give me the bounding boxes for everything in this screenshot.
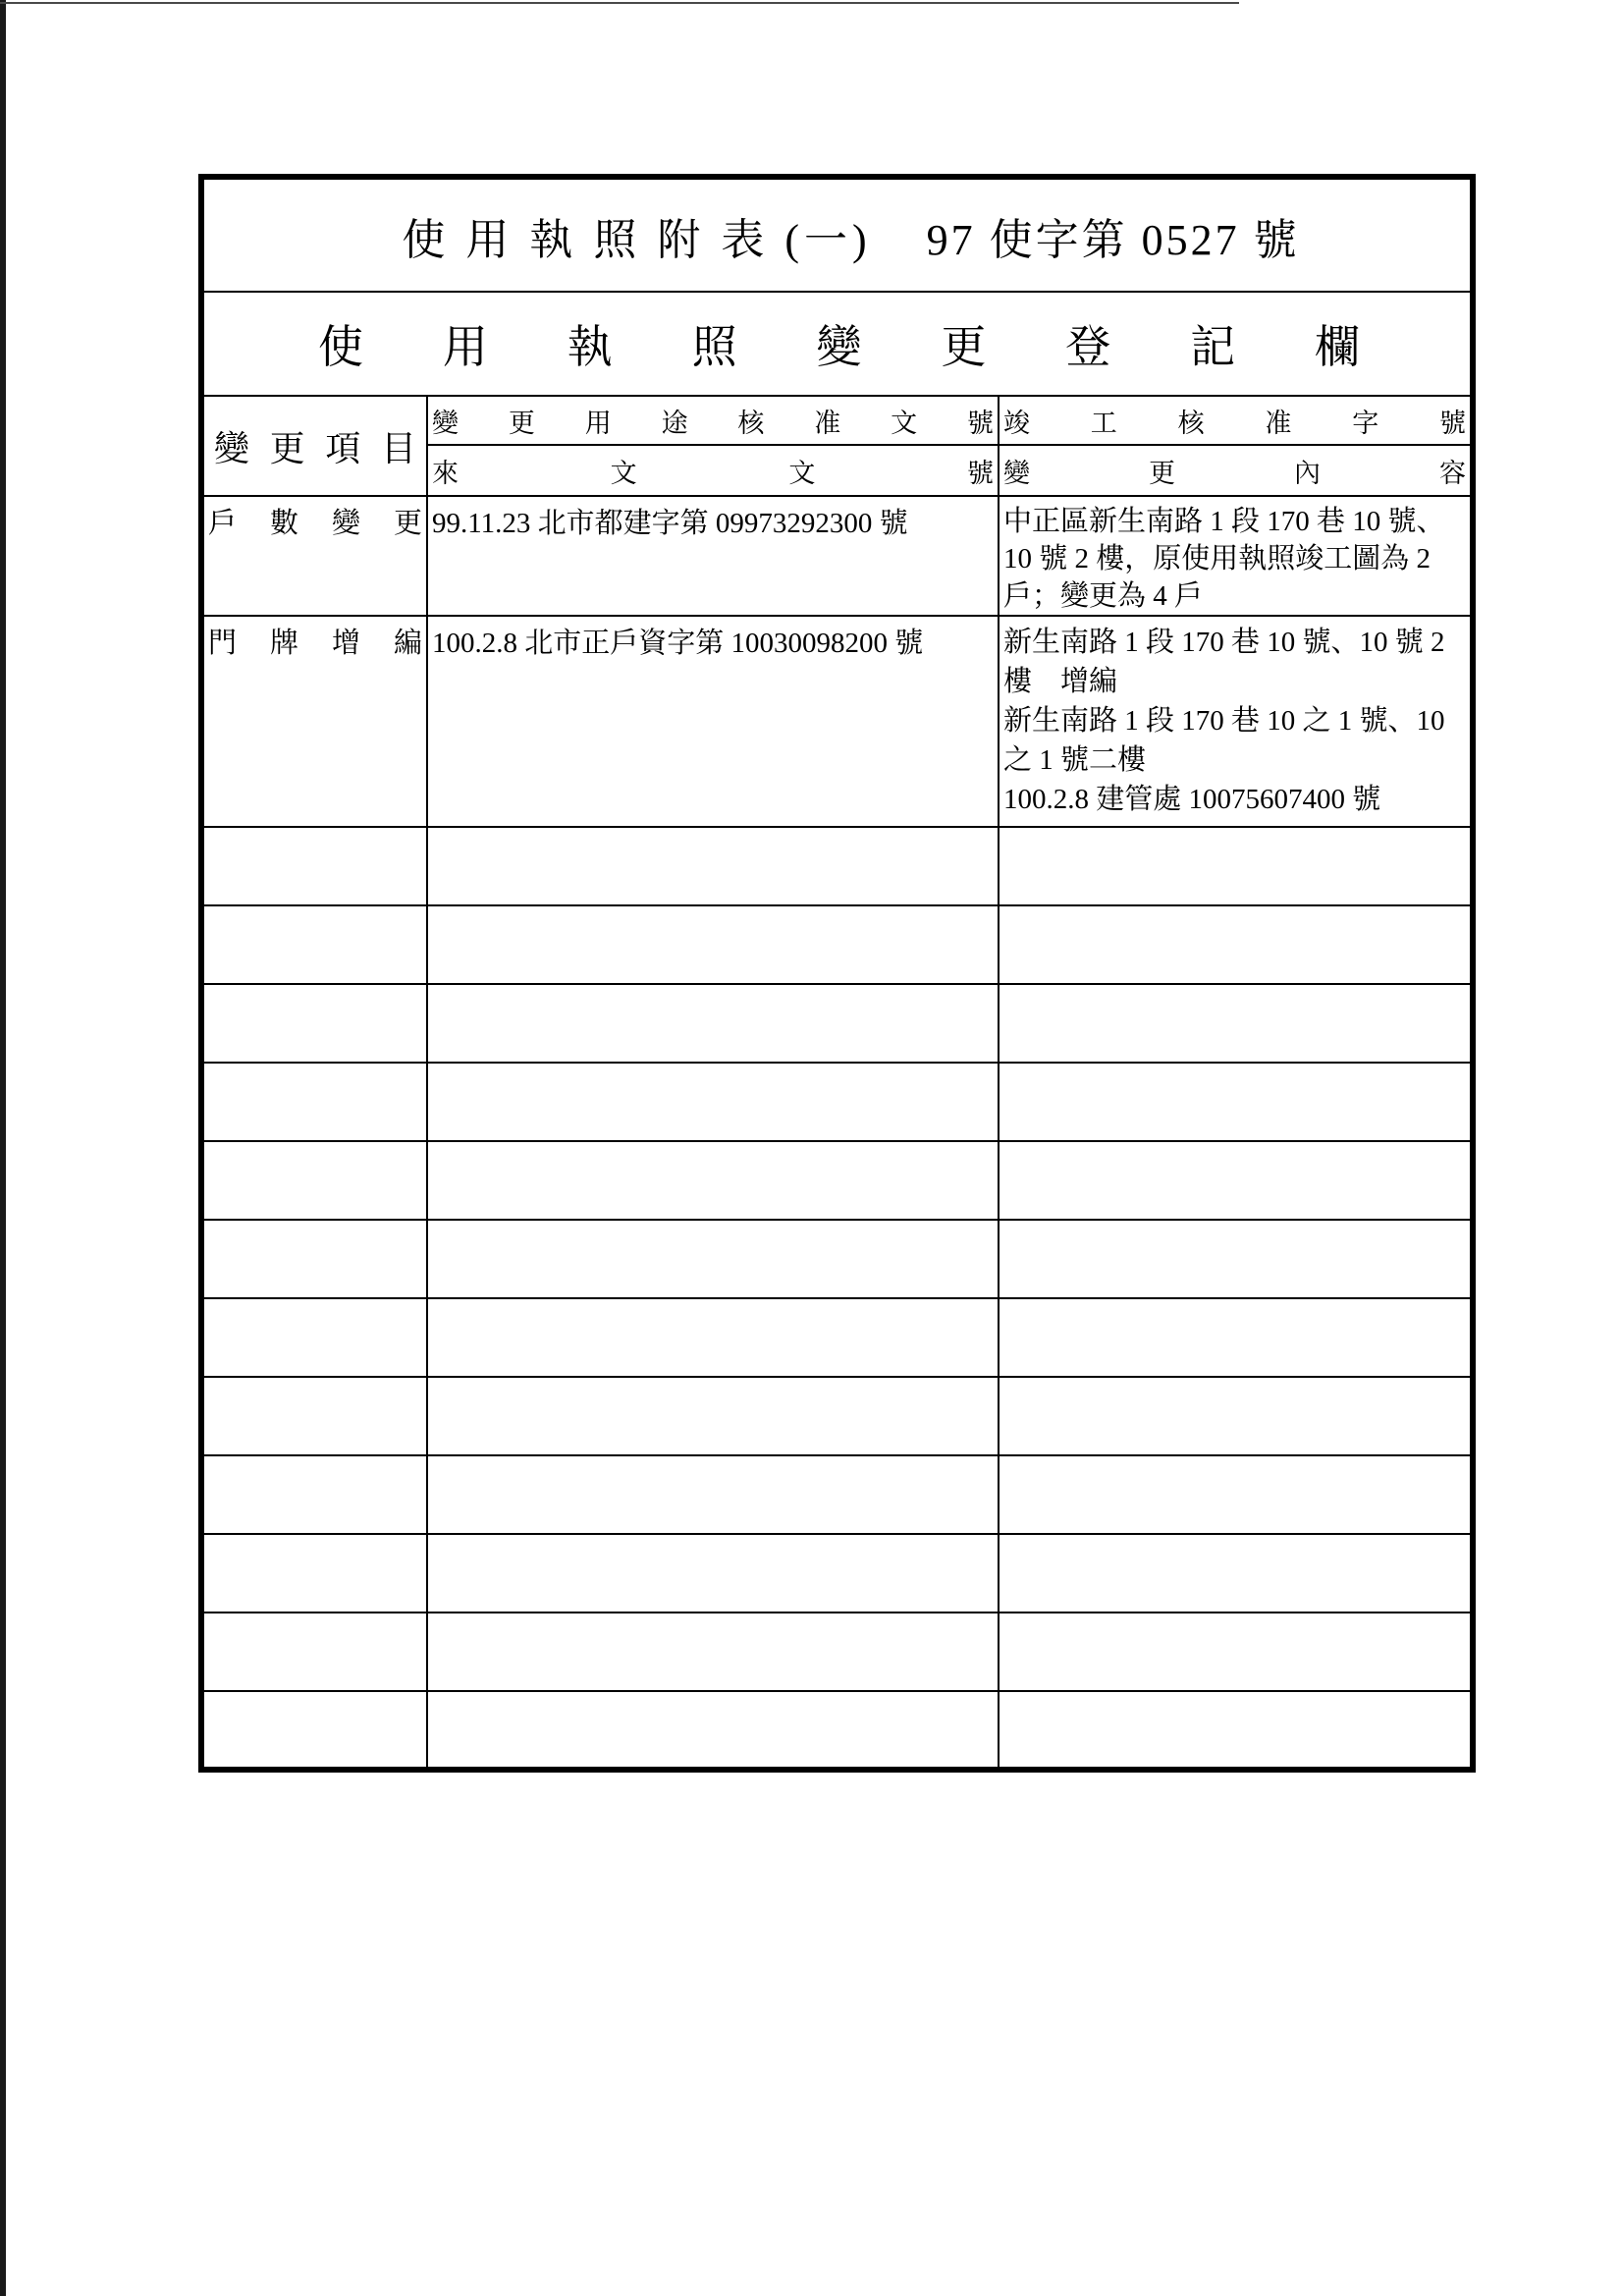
record-change-content [999,496,1473,616]
blank-cell-approval [427,1613,999,1691]
header-change-content: 變更內容 [999,445,1473,496]
blank-cell-content [999,1220,1473,1298]
blank-cell-item [201,1691,427,1770]
blank-cell-content [999,1298,1473,1377]
header-approval-doc: 變更用途核准文號 [427,396,999,445]
blank-cell-item [201,1298,427,1377]
blank-cell-item [201,1455,427,1534]
record-change-item: 戶數變更 [201,496,427,616]
blank-row [201,1691,1473,1770]
blank-row [201,984,1473,1063]
change-content-line: 新生南路 1 段 170 巷 10 之 1 號、10 [1003,705,1445,737]
blank-cell-approval [427,827,999,905]
section-title: 使用執照變更登記欄 [201,292,1473,396]
blank-row [201,1141,1473,1220]
blank-cell-item [201,1063,427,1141]
blank-row [201,1534,1473,1613]
blank-cell-approval [427,984,999,1063]
register-table-body [201,177,1473,1770]
document-title [201,177,1473,292]
change-content-line: 新生南路 1 段 170 巷 10 號、10 號 2 [1003,627,1445,658]
blank-cell-approval [427,1691,999,1770]
blank-row [201,1220,1473,1298]
title-row [201,177,1473,292]
change-content-line: 之 1 號二樓 [1003,744,1147,776]
change-content-line: 戶；變更為 4 戶 [1003,580,1204,612]
section-title-row [201,292,1473,396]
record-row [201,496,1473,616]
change-content-line: 樓 增編 [1003,666,1118,697]
blank-cell-content [999,984,1473,1063]
blank-cell-approval [427,1377,999,1455]
blank-cell-content [999,1455,1473,1534]
blank-cell-approval [427,1298,999,1377]
blank-cell-approval [427,905,999,984]
header-incoming-doc: 來文文號 [427,445,999,496]
header-change-item: 變更項目 [201,396,427,496]
scan-edge-left [0,0,6,2296]
record-approval-doc: 100.2.8 北市正戶資字第 10030098200 號 [427,616,999,827]
blank-cell-item [201,1141,427,1220]
change-content-line: 10 號 2 樓，原使用執照竣工圖為 2 [1003,543,1432,574]
license-number: 97 使字第 0527 號 [926,215,1300,264]
blank-cell-item [201,827,427,905]
record-change-content [999,616,1473,827]
blank-cell-approval [427,1063,999,1141]
blank-row [201,905,1473,984]
blank-cell-approval [427,1141,999,1220]
blank-row [201,1613,1473,1691]
blank-row [201,1063,1473,1141]
blank-cell-item [201,1613,427,1691]
title-main: 使 用 執 照 附 表 (一) [402,215,872,264]
blank-row [201,827,1473,905]
header-row-top [201,396,1473,445]
blank-cell-approval [427,1220,999,1298]
change-content-line: 100.2.8 建管處 10075607400 號 [1003,784,1381,815]
blank-cell-item [201,1220,427,1298]
blank-cell-content [999,905,1473,984]
blank-cell-approval [427,1534,999,1613]
blank-cell-content [999,827,1473,905]
blank-cell-item [201,1377,427,1455]
blank-cell-item [201,905,427,984]
record-change-item: 門牌增編 [201,616,427,827]
blank-row [201,1455,1473,1534]
blank-cell-content [999,1691,1473,1770]
record-approval-doc: 99.11.23 北市都建字第 09973292300 號 [427,496,999,616]
change-content-line: 中正區新生南路 1 段 170 巷 10 號、 [1003,506,1445,537]
blank-cell-approval [427,1455,999,1534]
record-row [201,616,1473,827]
header-completion-approval: 竣工核准字號 [999,396,1473,445]
scan-edge-top [0,2,1239,4]
blank-cell-content [999,1534,1473,1613]
blank-cell-content [999,1613,1473,1691]
blank-row [201,1377,1473,1455]
usage-license-change-register [198,174,1476,1773]
blank-cell-content [999,1377,1473,1455]
blank-cell-item [201,984,427,1063]
blank-cell-content [999,1063,1473,1141]
blank-row [201,1298,1473,1377]
blank-cell-item [201,1534,427,1613]
blank-cell-content [999,1141,1473,1220]
